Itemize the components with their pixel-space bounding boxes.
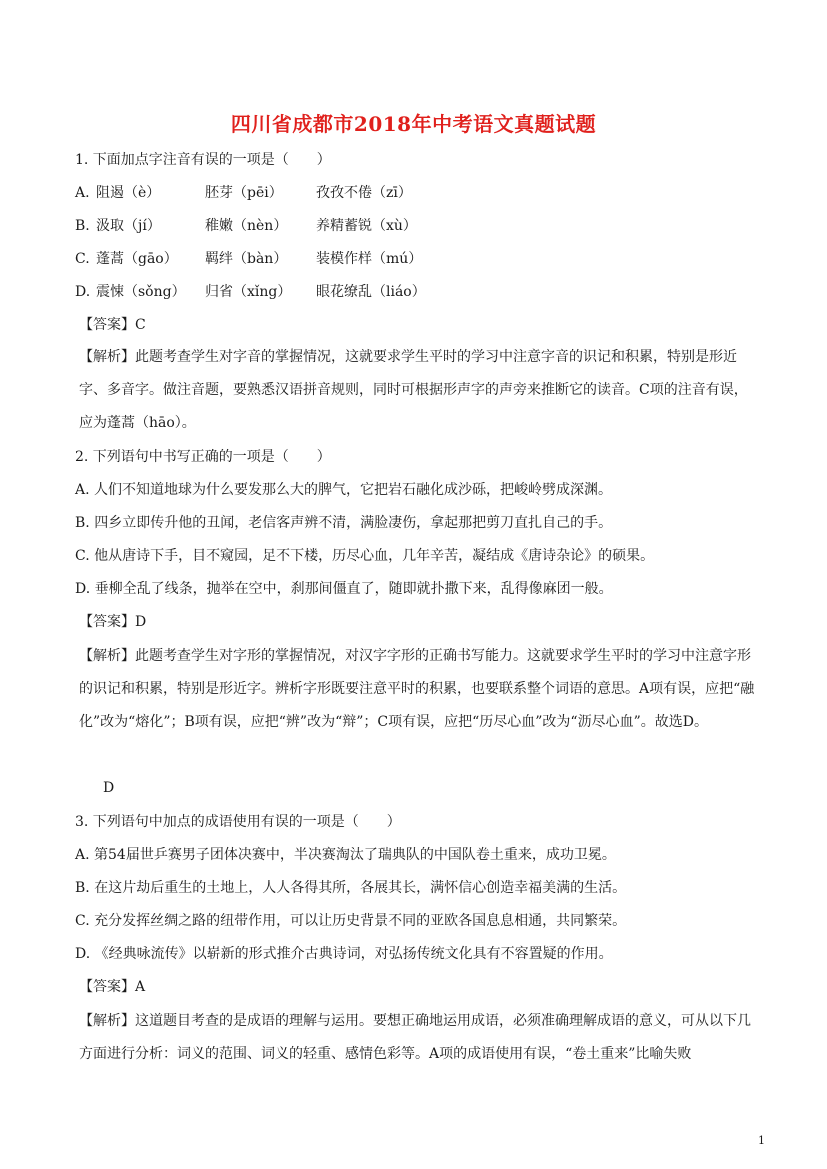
option-label: D. <box>75 284 91 300</box>
option-item: 羁绊（bàn） <box>205 251 288 267</box>
option-item: 养精蓄锐（xù） <box>316 218 417 234</box>
q2-stem: 2. 下列语句中书写正确的一项是（ ） <box>75 449 331 465</box>
q3-option-d: D. 《经典咏流传》以崭新的形式推介古典诗词，对弘扬传统文化具有不容置疑的作用。 <box>75 946 613 962</box>
option-item: 装模作样（mú） <box>316 251 423 267</box>
option-item: 归省（xǐng） <box>205 284 292 300</box>
option-item: 蓬蒿（gāo） <box>96 251 178 267</box>
q2-answer: 【答案】D <box>79 614 147 630</box>
option-item: 眼花缭乱（liáo） <box>316 284 426 300</box>
q2-option-d: D. 垂柳全乱了线条，抛举在空中，刹那间僵直了，随即就扑撒下来，乱得像麻团一般。 <box>75 581 613 597</box>
q2-extra-answer: D <box>103 780 115 796</box>
option-label: C. <box>75 251 90 267</box>
option-item: 阻遏（è） <box>96 185 161 201</box>
q2-option-b: B. 四乡立即传升他的丑闻，老信客声辨不清，满脸凄伤，拿起那把剪刀直扎自己的手。 <box>75 515 613 531</box>
q3-answer: 【答案】A <box>79 979 146 995</box>
document-title: 四川省成都市2018年中考语文真题试题 <box>230 112 597 136</box>
option-item: 汲取（jí） <box>96 218 161 234</box>
option-item: 震悚（sǒng） <box>96 284 186 300</box>
q2-option-c: C. 他从唐诗下手，目不窥园，足不下楼，历尽心血，几年辛苦，凝结成《唐诗杂论》的硕果。 <box>75 548 655 564</box>
q3-option-a: A. 第54届世乒赛男子团体决赛中，半决赛淘汰了瑞典队的中国队卷土重来，成功卫冕。 <box>75 847 616 863</box>
q3-option-c: C. 充分发挥丝绸之路的纽带作用，可以让历史背景不同的亚欧各国息息相通，共同繁荣。 <box>75 913 627 929</box>
q2-analysis: 【解析】此题考查学生对字形的掌握情况，对汉字字形的正确书写能力。这就要求学生平时的学习中注意字形的识记和积累，特别是形近字。辨析字形既要注意平时的积累，也要联系整个词语的意思。A项有误，应把“融化”改为“熔化”；B项有误，应把“辨”改为“辩”；C项有误，应把“历尽心血”改为“沥尽心血”。故选D。 <box>79 648 755 730</box>
q3-stem: 3. 下列语句中加点的成语使用有误的一项是（ ） <box>75 814 401 830</box>
option-label: A. <box>75 185 90 201</box>
option-item: 孜孜不倦（zī） <box>316 185 412 201</box>
page-number: 1 <box>758 1134 765 1147</box>
q2-option-a: A. 人们不知道地球为什么要发那么大的脾气，它把岩石融化成沙砾，把峻岭劈成深渊。 <box>75 482 613 498</box>
option-label: B. <box>75 218 90 234</box>
q3-analysis: 【解析】这道题目考查的是成语的理解与运用。要想正确地运用成语，必须准确理解成语的意义，可从以下几方面进行分析：词义的范围、词义的轻重、感情色彩等。A项的成语使用有误，“卷土重来”比喻失败 <box>79 1013 751 1062</box>
q3-option-b: B. 在这片劫后重生的土地上，人人各得其所，各展其长，满怀信心创造幸福美满的生活。 <box>75 880 627 896</box>
option-item: 胚芽（pēi） <box>205 185 283 201</box>
q1-stem: 1. 下面加点字注音有误的一项是（ ） <box>75 152 331 168</box>
q1-analysis: 【解析】此题考查学生对字音的掌握情况，这就要求学生平时的学习中注意字音的识记和积累，特别是形近字、多音字。做注音题，要熟悉汉语拼音规则，同时可根据形声字的声旁来推断它的读音。C项的注音有误，应为蓬蒿（hāo）。 <box>79 349 748 431</box>
q1-answer: 【答案】C <box>79 317 146 333</box>
option-item: 稚嫩（nèn） <box>205 218 288 234</box>
